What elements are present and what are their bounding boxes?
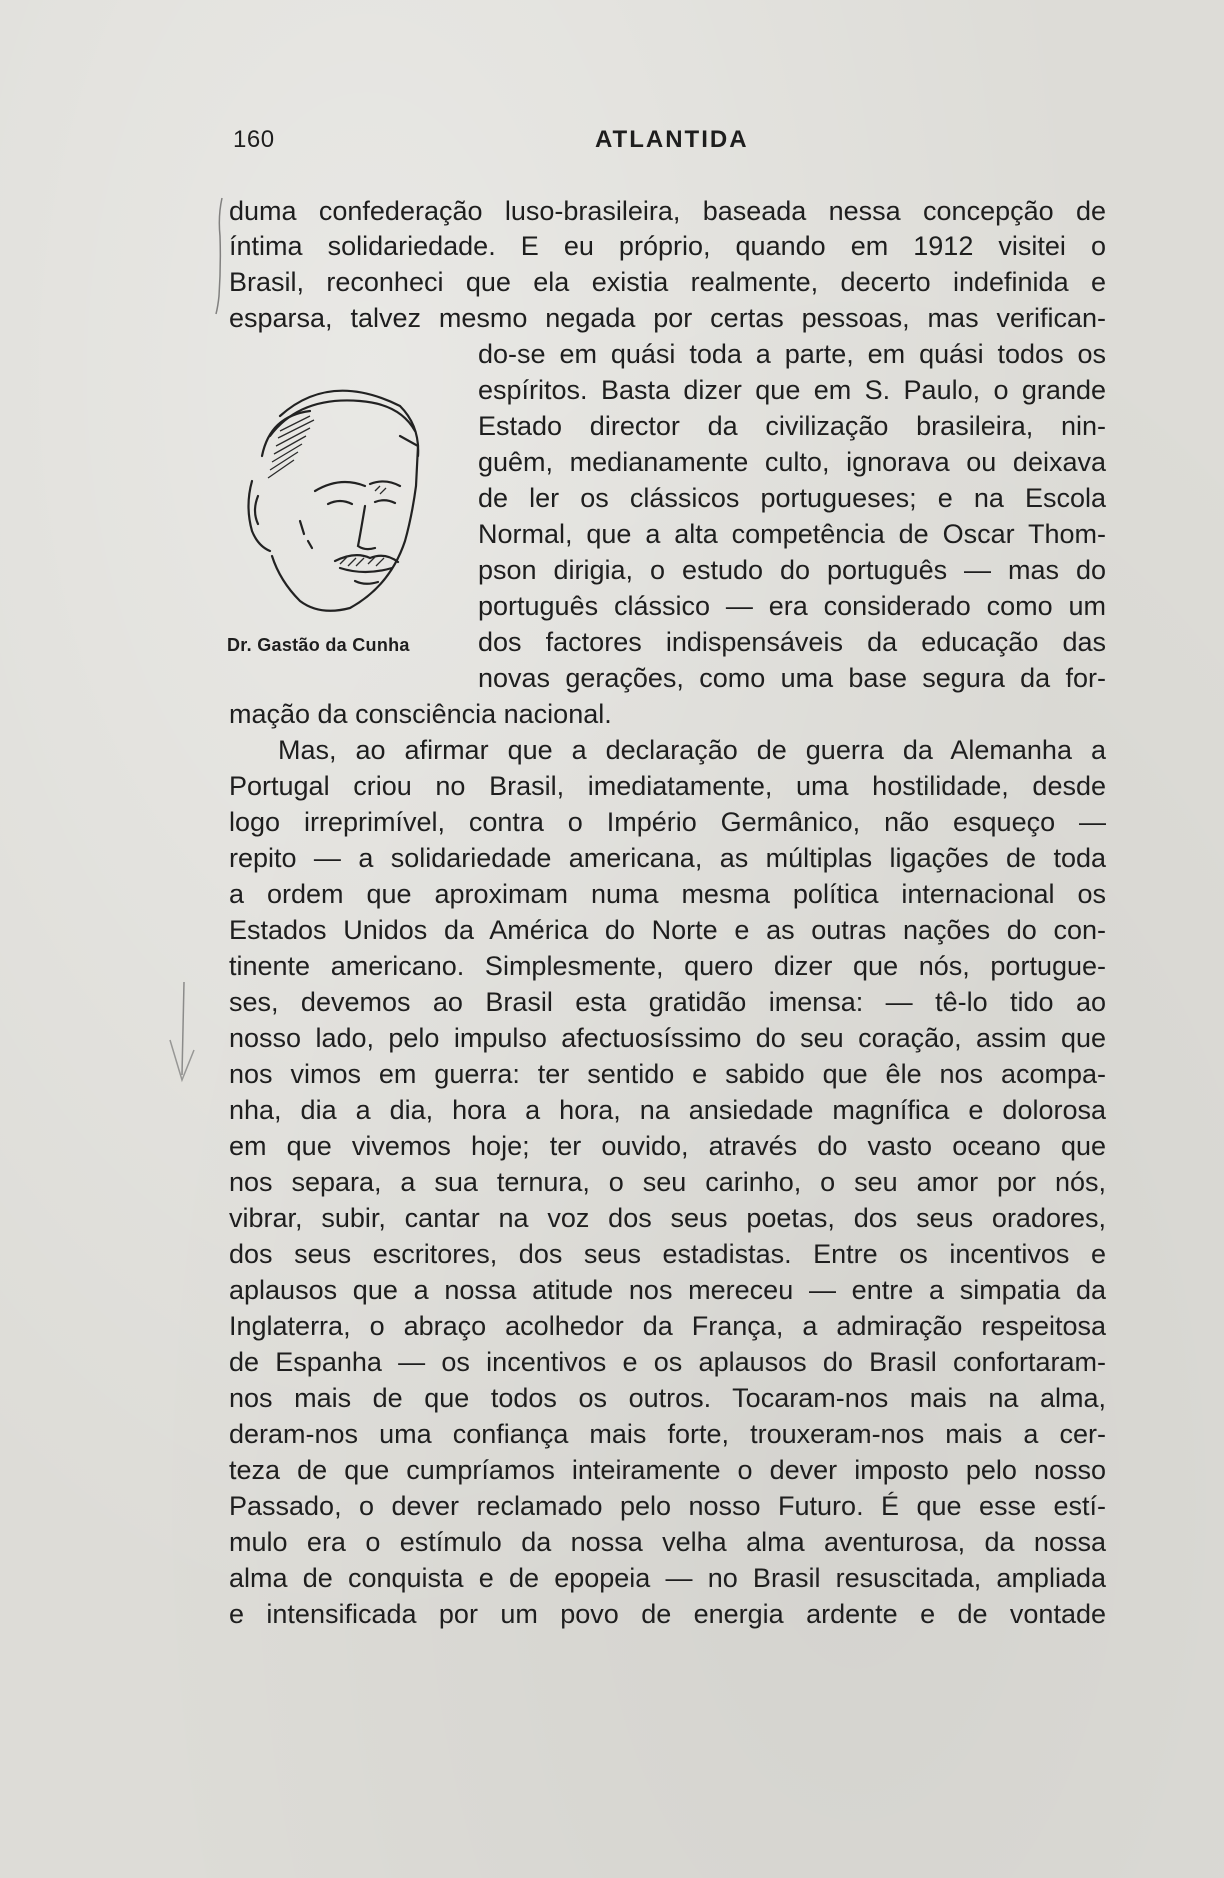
text-line: duma confederação luso-brasileira, baseada nessa concepção de bbox=[229, 196, 1106, 226]
text-line: nos vimos em guerra: ter sentido e sabido que êle nos acompa- bbox=[229, 1059, 1106, 1089]
text-line: íntima solidariedade. E eu próprio, quando em 1912 visitei o bbox=[229, 231, 1106, 261]
text-line: Inglaterra, o abraço acolhedor da França, a admiração respeitosa bbox=[229, 1311, 1106, 1341]
text-line: ses, devemos ao Brasil esta gratidão imensa: — tê-lo tido ao bbox=[229, 987, 1106, 1017]
text-line: nos separa, a sua ternura, o seu carinho, o seu amor por nós, bbox=[229, 1167, 1106, 1197]
text-line: vibrar, subir, cantar na voz dos seus poetas, dos seus oradores, bbox=[229, 1203, 1106, 1233]
text-line: Estados Unidos da América do Norte e as outras nações do con- bbox=[229, 915, 1106, 945]
portrait-caption: Dr. Gastão da Cunha bbox=[227, 635, 410, 655]
text-line: de ler os clássicos portugueses; e na Escola bbox=[478, 483, 1106, 513]
portrait-sketch-icon bbox=[240, 376, 445, 626]
text-line: do-se em quási toda a parte, em quási todos os bbox=[478, 339, 1106, 369]
text-line: a ordem que aproximam numa mesma política internacional os bbox=[229, 879, 1106, 909]
text-line: português clássico — era considerado como um bbox=[478, 591, 1106, 621]
text-line: Brasil, reconheci que ela existia realmente, decerto indefinida e bbox=[229, 267, 1106, 297]
text-line: nosso lado, pelo impulso afectuosíssimo do seu coração, assim que bbox=[229, 1023, 1106, 1053]
text-line: esparsa, talvez mesmo negada por certas pessoas, mas verifican- bbox=[229, 303, 1106, 333]
text-line: novas gerações, como uma base segura da for- bbox=[478, 663, 1106, 693]
text-line: logo irreprimível, contra o Império Germânico, não esqueço — bbox=[229, 807, 1106, 837]
page-number: 160 bbox=[233, 126, 275, 153]
text-line: de Espanha — os incentivos e os aplausos do Brasil confortaram- bbox=[229, 1347, 1106, 1377]
text-line: Mas, ao afirmar que a declaração de guerra da Alemanha a bbox=[278, 735, 1106, 765]
text-line: em que vivemos hoje; ter ouvido, através do vasto oceano que bbox=[229, 1131, 1106, 1161]
text-line: mação da consciência nacional. bbox=[229, 699, 612, 729]
text-line: Passado, o dever reclamado pelo nosso Futuro. É que esse estí- bbox=[229, 1491, 1106, 1521]
text-line: dos seus escritores, dos seus estadistas. Entre os incentivos e bbox=[229, 1239, 1106, 1269]
text-line: espíritos. Basta dizer que em S. Paulo, o grande bbox=[478, 375, 1106, 405]
text-line: tinente americano. Simplesmente, quero dizer que nós, portugue- bbox=[229, 951, 1106, 981]
text-line: dos factores indispensáveis da educação das bbox=[478, 627, 1106, 657]
text-line: Estado director da civilização brasileira, nin- bbox=[478, 411, 1106, 441]
text-line: Normal, que a alta competência de Oscar Thom- bbox=[478, 519, 1106, 549]
text-line: pson dirigia, o estudo do português — mas do bbox=[478, 555, 1106, 585]
text-line: deram-nos uma confiança mais forte, trouxeram-nos mais a cer- bbox=[229, 1419, 1106, 1449]
text-line: aplausos que a nossa atitude nos mereceu — entre a simpatia da bbox=[229, 1275, 1106, 1305]
text-line: nos mais de que todos os outros. Tocaram-nos mais na alma, bbox=[229, 1383, 1106, 1413]
text-line: mulo era o estímulo da nossa velha alma aventurosa, da nossa bbox=[229, 1527, 1106, 1557]
text-line: alma de conquista e de epopeia — no Brasil resuscitada, ampliada bbox=[229, 1563, 1106, 1593]
pencil-margin-mark-icon bbox=[212, 196, 228, 316]
text-line: guêm, medianamente culto, ignorava ou deixava bbox=[478, 447, 1106, 477]
text-line: repito — a solidariedade americana, as múltiplas ligações de toda bbox=[229, 843, 1106, 873]
page-header bbox=[233, 126, 1113, 158]
text-line: nha, dia a dia, hora a hora, na ansiedade magnífica e dolorosa bbox=[229, 1095, 1106, 1125]
text-line: teza de que cumpríamos inteiramente o dever imposto pelo nosso bbox=[229, 1455, 1106, 1485]
text-line: Portugal criou no Brasil, imediatamente, uma hostilidade, desde bbox=[229, 771, 1106, 801]
text-line: e intensificada por um povo de energia ardente e de vontade bbox=[229, 1599, 1106, 1629]
running-title: ATLANTIDA bbox=[595, 126, 749, 153]
pencil-arrow-mark-icon bbox=[160, 980, 200, 1090]
